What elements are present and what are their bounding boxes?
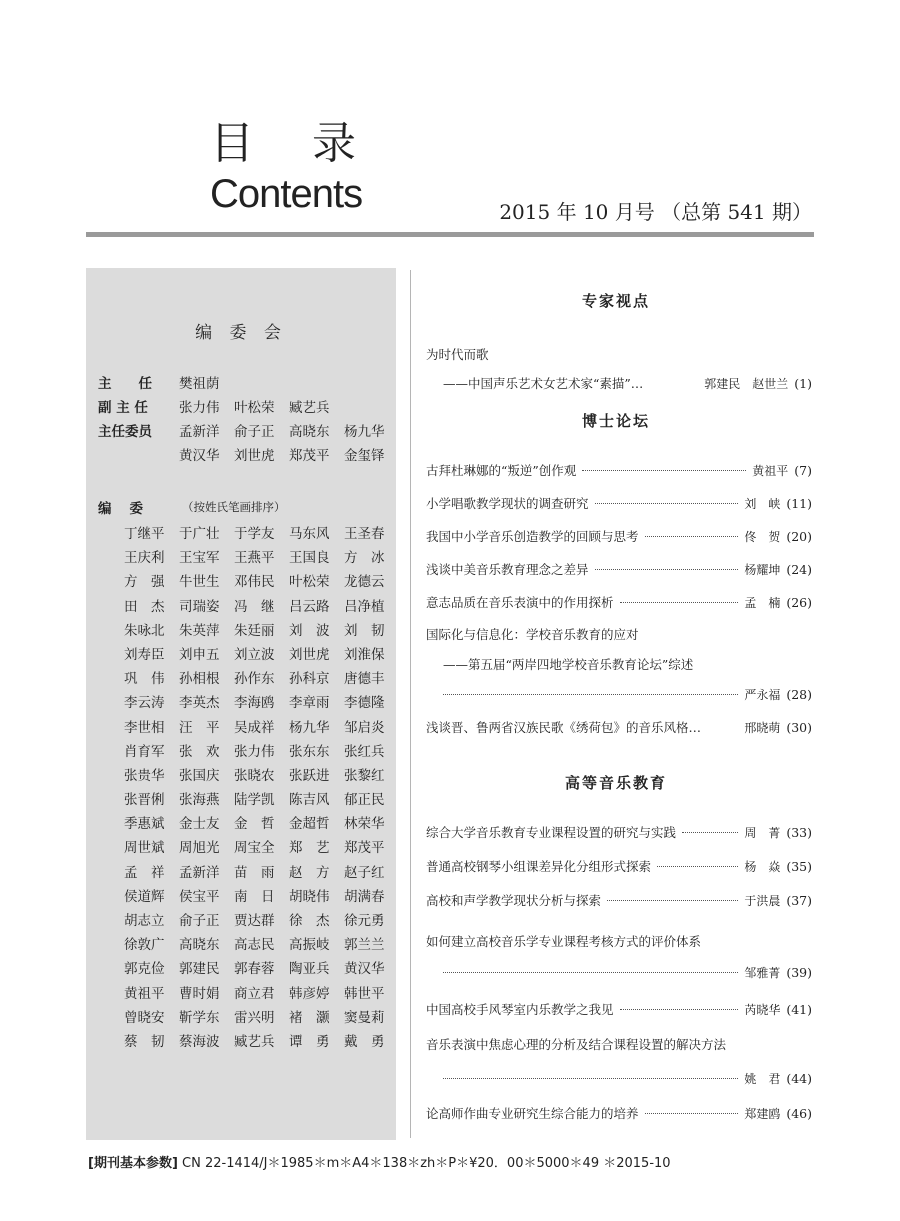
editor-row	[124, 788, 396, 812]
editor-name: 冯 继	[234, 598, 275, 615]
member-name: 樊祖荫	[179, 376, 220, 392]
toc-entry-page: (35)	[786, 859, 812, 874]
params-label: [期刊基本参数]	[88, 1156, 178, 1171]
member-name: 郑茂平	[289, 448, 330, 464]
editor-name: 张红兵	[344, 743, 385, 760]
editor-name: 臧艺兵	[234, 1033, 275, 1050]
editor-name: 孟新洋	[179, 864, 220, 881]
dot-leader	[645, 1113, 739, 1114]
role-row-deputy	[86, 396, 396, 416]
editor-name: 李世相	[124, 719, 165, 736]
editor-name: 郭克俭	[124, 961, 165, 978]
editor-row	[124, 570, 396, 594]
member-name: 俞子正	[234, 424, 275, 440]
editor-name: 高志民	[234, 937, 275, 954]
toc-entry[interactable]	[426, 891, 812, 911]
toc-entry-page: (28)	[786, 687, 812, 702]
editor-name: 季惠斌	[124, 816, 165, 833]
editor-name: 邓伟民	[234, 574, 275, 591]
editor-row	[124, 885, 396, 909]
editor-name: 郭建民	[179, 961, 220, 978]
toc-entry-title: 高校和声学教学现状分析与探索	[426, 893, 602, 908]
toc-entry-author: 郭建民 赵世兰	[704, 377, 789, 391]
editor-name: 陶亚兵	[289, 961, 330, 978]
toc-entry-title: 论高师作曲专业研究生综合能力的培养	[426, 1106, 639, 1121]
editor-name: 蔡 韧	[124, 1033, 165, 1050]
editorial-board-panel	[86, 268, 396, 1140]
params-value: CN 22-1414/J＊1985＊m＊A4＊138＊zh＊P＊¥20．00＊5000＊49 ＊2015-10	[182, 1156, 671, 1171]
role-names	[179, 372, 234, 392]
toc-entry[interactable]	[443, 1070, 812, 1090]
editor-row	[124, 933, 396, 957]
toc-entry[interactable]	[426, 823, 812, 843]
journal-params	[88, 1152, 671, 1171]
toc-entry-page: (33)	[786, 825, 812, 840]
editor-row	[124, 957, 396, 981]
editor-name: 王庆利	[124, 550, 165, 567]
editor-name: 胡满春	[344, 888, 385, 905]
role-label: 主任委员	[98, 424, 152, 440]
member-name: 张力伟	[179, 400, 220, 416]
editors-label: 编委	[98, 501, 161, 517]
toc-entry-title: 为时代而歌	[426, 347, 489, 362]
toc-entry-author: 孟 楠	[744, 596, 781, 610]
toc-entry-page: (39)	[786, 965, 812, 980]
editor-name: 于广壮	[179, 526, 220, 542]
title-en: Contents	[210, 172, 363, 216]
editor-name: 胡志立	[124, 913, 165, 929]
editor-row	[124, 643, 396, 667]
toc-entry[interactable]	[443, 374, 812, 394]
toc-entry[interactable]	[426, 461, 812, 481]
editor-name: 丁继平	[124, 526, 165, 542]
editor-name: 金超哲	[289, 816, 330, 833]
dot-leader	[645, 536, 739, 537]
title-cn: 目 录	[210, 118, 378, 169]
editor-name: 谭 勇	[289, 1033, 330, 1050]
editor-name: 张晓农	[234, 767, 275, 784]
editor-name: 刘 韧	[344, 622, 385, 639]
editor-name: 窦曼莉	[344, 1009, 385, 1026]
editor-name: 于学友	[234, 526, 275, 542]
editor-name: 金士友	[179, 816, 220, 833]
editor-name: 徐元勇	[344, 913, 385, 929]
toc-entry-page: (46)	[786, 1106, 812, 1121]
editor-row	[124, 667, 396, 691]
editor-name: 黄祖平	[124, 985, 165, 1002]
editor-name: 龙德云	[344, 574, 385, 591]
toc-entry[interactable]	[426, 1000, 812, 1020]
editor-row	[124, 546, 396, 570]
toc-entry-page: (24)	[786, 562, 812, 577]
editor-name: 王燕平	[234, 550, 275, 567]
editor-name: 周世斌	[124, 840, 165, 857]
editor-name: 刘寿臣	[124, 646, 165, 663]
toc-entry-subtitle: ——中国声乐艺术女艺术家“素描”…	[443, 376, 644, 391]
toc-entry-author: 姚 君	[744, 1072, 781, 1086]
toc-entry-title: 普通高校钢琴小组课差异化分组形式探索	[426, 859, 652, 874]
dot-leader	[443, 694, 738, 695]
editor-name: 张东东	[289, 743, 330, 760]
editor-name: 孟 祥	[124, 864, 165, 881]
editor-name: 张力伟	[234, 743, 275, 760]
toc-entry-title: 如何建立高校音乐学专业课程考核方式的评价体系	[426, 934, 702, 949]
toc-entry-page: (30)	[786, 720, 812, 735]
editor-name: 徐敦广	[124, 937, 165, 954]
toc-entry[interactable]	[426, 857, 812, 877]
editor-name: 朱咏北	[124, 622, 165, 639]
editor-row	[124, 619, 396, 643]
editor-name: 苗 雨	[234, 864, 275, 881]
role-label: 主 任	[98, 376, 152, 392]
editor-name: 雷兴明	[234, 1009, 275, 1026]
editor-name: 郑茂平	[344, 840, 385, 857]
editor-name: 孙作东	[234, 671, 275, 688]
editor-name: 杨九华	[289, 719, 330, 736]
toc-entry-page: (7)	[794, 463, 812, 478]
dot-leader	[657, 866, 738, 867]
toc-entry-author: 邢晓萌	[744, 721, 781, 735]
editor-name: 郁正民	[344, 792, 385, 809]
editor-name: 曾晓安	[124, 1009, 165, 1026]
editor-name: 李云涛	[124, 695, 165, 712]
editor-name: 蔡海波	[179, 1033, 220, 1050]
role-label: 副 主 任	[98, 400, 148, 416]
editor-name: 刘 波	[289, 622, 330, 639]
member-name: 臧艺兵	[289, 400, 330, 416]
column-divider	[410, 270, 411, 1138]
member-name: 杨九华	[344, 424, 385, 440]
toc-entry-title: 古拜杜琳娜的“叛逆”创作观	[426, 463, 577, 478]
editor-name: 侯道辉	[124, 888, 165, 905]
member-name: 孟新洋	[179, 424, 220, 440]
editor-name: 张 欢	[179, 743, 220, 760]
editor-name: 巩 伟	[124, 671, 165, 688]
editor-row	[124, 691, 396, 715]
editor-name: 唐德丰	[344, 671, 385, 688]
editor-name: 陆学凯	[234, 792, 275, 809]
member-name: 黄汉华	[179, 448, 220, 464]
role-row-director	[86, 372, 396, 392]
editor-name: 金 哲	[234, 816, 275, 833]
toc-entry-title: 意志品质在音乐表演中的作用探析	[426, 595, 614, 610]
editor-name: 汪 平	[179, 719, 220, 736]
editor-name: 王宝军	[179, 550, 220, 567]
editor-name: 司瑞姿	[179, 598, 220, 615]
role-names	[179, 420, 399, 440]
section-head-doctoral-forum: 博士论坛	[581, 412, 650, 430]
toc-entry-author: 黄祖平	[752, 464, 789, 478]
editor-row	[124, 836, 396, 860]
editor-name: 高振岐	[289, 937, 330, 954]
toc-entry-title: 我国中小学音乐创造教学的回顾与思考	[426, 529, 639, 544]
editors-note: （按姓氏笔画排序）	[182, 500, 286, 514]
editor-name: 张晋俐	[124, 792, 165, 809]
editor-name: 方 冰	[344, 550, 385, 567]
editor-name: 张国庆	[179, 767, 220, 784]
editor-name: 高晓东	[179, 937, 220, 954]
editor-name: 牛世生	[179, 574, 220, 591]
editor-name: 曹时娟	[179, 985, 220, 1002]
toc-entry[interactable]	[443, 686, 812, 706]
toc-entry-author: 杨 焱	[744, 860, 781, 874]
toc-entry-author: 邹雅菁	[744, 966, 781, 980]
editor-name: 李章雨	[289, 695, 330, 712]
editor-name: 韩彦婷	[289, 985, 330, 1002]
toc-entry[interactable]	[426, 718, 812, 738]
toc-entry[interactable]	[426, 494, 812, 514]
toc-entry-author: 芮晓华	[744, 1003, 781, 1017]
editor-grid	[124, 522, 396, 1054]
editor-name: 俞子正	[179, 913, 220, 929]
editor-row	[124, 812, 396, 836]
toc-entry-author: 周 菁	[744, 826, 781, 840]
toc-entry-title: 国际化与信息化：学校音乐教育的应对	[426, 627, 639, 642]
editor-name: 李英杰	[179, 695, 220, 712]
toc-entry[interactable]	[426, 560, 812, 580]
editor-name: 李德隆	[344, 695, 385, 712]
role-names	[179, 396, 344, 416]
editor-name: 邹启炎	[344, 719, 385, 736]
toc-entry-page: (20)	[786, 529, 812, 544]
toc-entry[interactable]	[426, 593, 812, 613]
editor-name: 朱英萍	[179, 622, 220, 639]
editor-name: 胡晓伟	[289, 888, 330, 905]
toc-entry-title: 音乐表演中焦虑心理的分析及结合课程设置的解决方法	[426, 1037, 727, 1052]
toc-entry-title: 中国高校手风琴室内乐教学之我见	[426, 1002, 614, 1017]
member-name: 叶松荣	[234, 400, 275, 416]
editor-name: 吴成祥	[234, 719, 275, 736]
dot-leader	[620, 602, 739, 603]
toc-entry-title: 综合大学音乐教育专业课程设置的研究与实践	[426, 825, 677, 840]
editor-name: 商立君	[234, 985, 275, 1002]
editor-row	[124, 764, 396, 788]
editor-name: 韩世平	[344, 985, 385, 1002]
toc-entry-title: 浅谈中美音乐教育理念之差异	[426, 562, 589, 577]
editor-name: 朱廷丽	[234, 622, 275, 639]
toc-entry-page: (37)	[786, 893, 812, 908]
role-row-committee-cont	[86, 444, 396, 464]
editor-name: 王圣春	[344, 526, 385, 542]
toc-entry-page: (1)	[794, 376, 812, 391]
editor-row	[124, 522, 396, 546]
toc-entry[interactable]	[426, 527, 812, 547]
toc-entry-author: 刘 峡	[744, 497, 781, 511]
editor-name: 戴 勇	[344, 1033, 385, 1050]
editor-name: 林荣华	[344, 816, 385, 833]
issue-info: 2015 年 10 月号 （总第 541 期）	[499, 200, 812, 224]
editor-name: 侯宝平	[179, 888, 220, 905]
editor-name: 南 日	[234, 888, 275, 905]
toc-entry[interactable]	[443, 964, 812, 984]
editor-name: 王国良	[289, 550, 330, 567]
toc-entry[interactable]	[426, 1104, 812, 1124]
member-name: 刘世虎	[234, 448, 275, 464]
toc-entry-subtitle: ——第五届“两岸四地学校音乐教育论坛”综述	[443, 657, 694, 672]
editor-name: 郑 艺	[289, 840, 330, 857]
editor-name: 方 强	[124, 574, 165, 591]
editor-name: 吕净植	[344, 598, 385, 615]
member-name: 高晓东	[289, 424, 330, 440]
dot-leader	[595, 569, 739, 570]
toc-entry-title: 浅谈晋、鲁两省汉族民歌《绣荷包》的音乐风格…	[426, 720, 702, 735]
toc-entry-author: 郑建鸥	[744, 1107, 781, 1121]
editor-name: 张贵华	[124, 767, 165, 784]
toc-entry-page: (11)	[786, 496, 812, 511]
editor-name: 郭春蓉	[234, 961, 275, 978]
role-names	[179, 444, 399, 464]
toc-entry-author: 佟 贺	[744, 530, 781, 544]
role-row-committee	[86, 420, 396, 440]
editor-name: 黄汉华	[344, 961, 385, 978]
editor-name: 郭兰兰	[344, 937, 385, 954]
dot-leader	[443, 972, 738, 973]
editor-name: 赵子红	[344, 864, 385, 881]
editor-row	[124, 716, 396, 740]
member-name: 金玺铎	[344, 448, 385, 464]
section-head-expert-view: 专家视点	[581, 292, 650, 310]
editor-name: 周宝全	[234, 840, 275, 857]
editor-name: 陈吉风	[289, 792, 330, 809]
editor-name: 刘立波	[234, 646, 275, 663]
dot-leader	[595, 503, 739, 504]
toc-entry-author: 杨耀坤	[744, 563, 781, 577]
editor-row	[124, 595, 396, 619]
toc-entry-author: 于洪晨	[744, 894, 781, 908]
editor-row	[124, 1006, 396, 1030]
editor-row	[124, 909, 396, 933]
editor-name: 田 杰	[124, 598, 165, 615]
editor-name: 刘世虎	[289, 646, 330, 663]
editor-name: 孙科京	[289, 671, 330, 688]
editor-name: 张黎红	[344, 767, 385, 784]
editor-name: 贾达群	[234, 913, 275, 929]
editor-name: 靳学东	[179, 1009, 220, 1026]
dot-leader	[443, 1078, 738, 1079]
editor-name: 吕云路	[289, 598, 330, 615]
editor-name: 肖育军	[124, 743, 165, 760]
editor-name: 张海燕	[179, 792, 220, 809]
editor-name: 孙相根	[179, 671, 220, 688]
toc-entry-page: (26)	[786, 595, 812, 610]
editor-name: 赵 方	[289, 864, 330, 881]
board-title: 编 委 会	[195, 323, 287, 343]
editor-name: 徐 杰	[289, 913, 330, 929]
editor-name: 周旭光	[179, 840, 220, 857]
editor-row	[124, 740, 396, 764]
header-rule	[86, 232, 814, 237]
editor-row	[124, 861, 396, 885]
dot-leader	[607, 900, 738, 901]
editor-name: 刘淮保	[344, 646, 385, 663]
dot-leader	[682, 832, 738, 833]
editor-name: 马东风	[289, 526, 330, 542]
dot-leader	[582, 470, 746, 471]
editor-name: 张跃进	[289, 767, 330, 784]
editor-name: 叶松荣	[289, 574, 330, 591]
section-head-higher-music-edu: 高等音乐教育	[564, 774, 667, 792]
editor-name: 刘申五	[179, 646, 220, 663]
editor-name: 李海鸥	[234, 695, 275, 712]
dot-leader	[620, 1009, 739, 1010]
toc-entry-author: 严永福	[744, 688, 781, 702]
toc-entry-title: 小学唱歌教学现状的调查研究	[426, 496, 589, 511]
editor-row	[124, 1030, 396, 1054]
editor-name: 褚 灏	[289, 1009, 330, 1026]
toc-entry-page: (44)	[786, 1071, 812, 1086]
editor-row	[124, 982, 396, 1006]
toc-entry-page: (41)	[786, 1002, 812, 1017]
